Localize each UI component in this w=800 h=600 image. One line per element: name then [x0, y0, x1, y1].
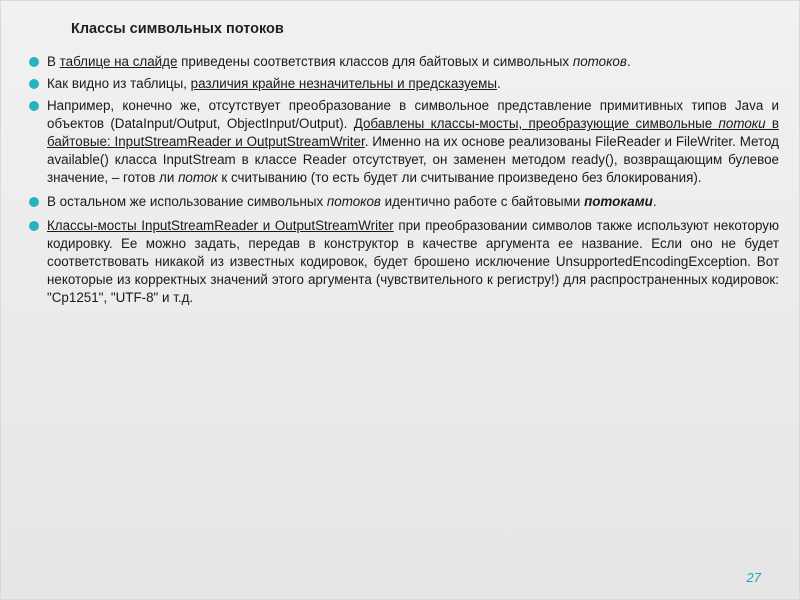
slide-title: Классы символьных потоков	[71, 21, 284, 37]
bullet-text-segment: при преобразовании символов также используют некоторую кодировку. Ее можно задать, передав в конструктор в качестве аргумента ее название. Если оно не будет соответствовать никакой из известных кодировок, будет брошено исключение UnsupportedEncodingException. Вот некоторые из корректных значений этого аргумента (чувствительного к регистру!) для распространенных кодировок: "Cp1251", "UTF-8" и т.д.	[47, 218, 779, 305]
bullet-text-segment: Классы-мосты InputStreamReader и OutputStreamWriter	[47, 218, 394, 233]
bullet-dot-icon	[29, 79, 39, 89]
bullet-item	[29, 75, 779, 93]
bullet-text-segment: . Именно на их основе реализованы FileReader и FileWriter. Метод available() класса InputStream в классе Reader отсутствует, он заменен методом ready(), возвращающим булевое значение, – готов ли	[47, 134, 779, 185]
bullet-dot-icon	[29, 57, 39, 67]
page-number: 27	[746, 570, 761, 585]
bullet-text-segment: потоками	[584, 194, 653, 209]
bullet-text-segment: Добавлены классы-мосты, преобразующие символьные	[353, 116, 719, 131]
bullet-text-segment: таблице на слайде	[59, 54, 178, 69]
bullet-text-segment: идентично работе с байтовыми	[380, 194, 585, 209]
bullet-dot-icon	[29, 221, 39, 231]
bullet-list	[29, 53, 779, 313]
bullet-item	[29, 193, 779, 211]
bullet-text-segment: Как видно из таблицы,	[47, 76, 191, 91]
bullet-text-segment: .	[496, 76, 501, 91]
bullet-text	[47, 54, 631, 69]
bullet-item	[29, 53, 779, 71]
bullet-dot-icon	[29, 101, 39, 111]
bullet-text-segment: потоков	[572, 54, 627, 69]
bullet-text-segment: .	[626, 54, 631, 69]
bullet-text	[47, 194, 657, 209]
bullet-text	[47, 218, 779, 305]
bullet-text-segment: приведены соответствия классов для байтовых и символьных	[177, 54, 573, 69]
bullet-text-segment: В	[47, 54, 60, 69]
bullet-text-segment: в байтовые: InputStreamReader и OutputStreamWriter	[47, 116, 780, 149]
bullet-text	[47, 98, 779, 185]
bullet-dot-icon	[29, 197, 39, 207]
bullet-item	[29, 97, 779, 187]
bullet-text	[47, 76, 501, 91]
bullet-text-segment: В остальном же использование символьных	[47, 194, 327, 209]
bullet-item	[29, 217, 779, 307]
bullet-text-segment: потоки	[718, 116, 766, 131]
bullet-text-segment: к считыванию (то есть будет ли считывание произведено без блокирования).	[217, 170, 702, 185]
bullet-text-segment: .	[652, 194, 657, 209]
bullet-text-segment: различия крайне незначительны и предсказуемы	[190, 76, 497, 91]
bullet-text-segment: поток	[178, 170, 218, 185]
bullet-text-segment: Например, конечно же, отсутствует преобразование в символьное представление примитивных типов Java и объектов (DataInput/Output, ObjectInput/Output).	[47, 98, 779, 131]
bullet-text-segment: потоков	[326, 194, 381, 209]
